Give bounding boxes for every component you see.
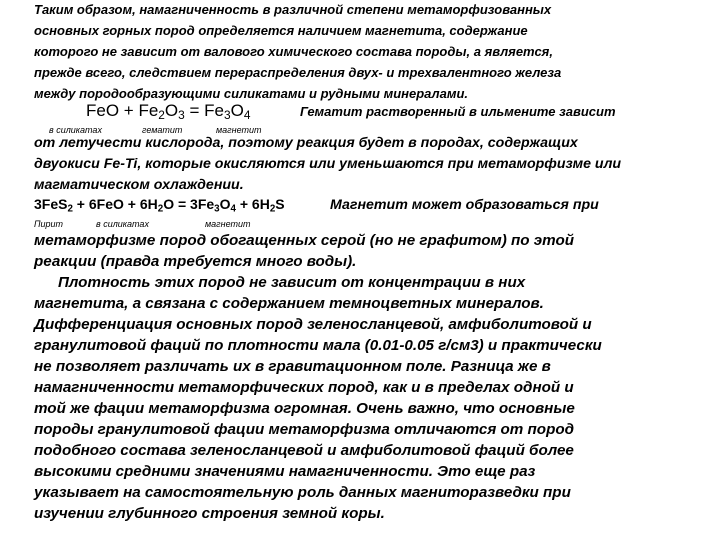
caption-magnetite-2: магнетит — [205, 219, 251, 229]
para4-line-9: подобного состава зеленосланцевой и амфиболитовой фаций более — [34, 442, 574, 459]
caption-silicates-1: в силикатах — [49, 125, 102, 135]
reaction-1-formula: FeO + $Fe_2O_3 = Fe_3O_4$ — [86, 101, 251, 122]
para4-line-5: не позволяет различать их в гравитационном поле. Разница же в — [34, 358, 551, 375]
para4-line-6: намагниченности метаморфических пород, как и в пределах одной и — [34, 379, 574, 396]
para4-line-10: высокими средними значениями намагниченности. Это еще раз — [34, 463, 536, 480]
para1-line-5: между породообразующими силикатами и рудными минералами. — [34, 86, 469, 101]
para2-line-1: от летучести кислорода, поэтому реакция будет в породах, содержащих — [34, 135, 578, 151]
para1-line-4: прежде всего, следствием перераспределения двух- и трехвалентного железа — [34, 65, 562, 80]
para1-line-3: которого не зависит от валового химического состава породы, а является, — [34, 44, 553, 59]
para4-line-4: гранулитовой фаций по плотности мала (0.01-0.05 г/см3) и практически — [34, 337, 602, 354]
caption-hematite: гематит — [142, 125, 183, 135]
para4-line-2: магнетита, а связана с содержанием темноцветных минералов. — [34, 295, 544, 312]
caption-magnetite-1: магнетит — [216, 125, 262, 135]
para3-line-1: метаморфизме пород обогащенных серой (но не графитом) по этой — [34, 232, 575, 249]
para3-line-2: реакции (правда требуется много воды). — [34, 253, 357, 270]
para1-line-1: Таким образом, намагниченность в различной степени метаморфизованных — [34, 2, 552, 17]
caption-pyrite: Пирит — [34, 219, 64, 229]
para2-line-2: двуокиси Fe-Ti, которые окисляются или уменьшаются при метаморфизме или — [34, 156, 622, 172]
para2-line-3: магматическом охлаждении. — [34, 177, 244, 193]
para4-line-11: указывает на самостоятельную роль данных магниторазведки при — [34, 484, 571, 501]
para4-line-1: Плотность этих пород не зависит от концентрации в них — [58, 274, 526, 291]
para4-line-8: породы гранулитовой фации метаморфизма отличаются от пород — [34, 421, 575, 438]
reaction-2-note: Магнетит может образоваться при — [330, 197, 599, 213]
reaction-2-formula: $3FeS_2 + 6FeO + 6H_2O = 3Fe_3O_4 + 6H_2S$ — [34, 196, 285, 215]
para4-line-12: изучении глубинного строения земной коры. — [34, 505, 385, 522]
reaction-1-note: Гематит растворенный в ильмените зависит — [300, 104, 616, 119]
caption-silicates-2: в силикатах — [96, 219, 149, 229]
para1-line-2: основных горных пород определяется наличием магнетита, содержание — [34, 23, 528, 38]
para4-line-7: той же фации метаморфизма огромная. Очень важно, что основные — [34, 400, 575, 417]
para4-line-3: Дифференциация основных пород зеленосланцевой, амфиболитовой и — [34, 316, 592, 333]
